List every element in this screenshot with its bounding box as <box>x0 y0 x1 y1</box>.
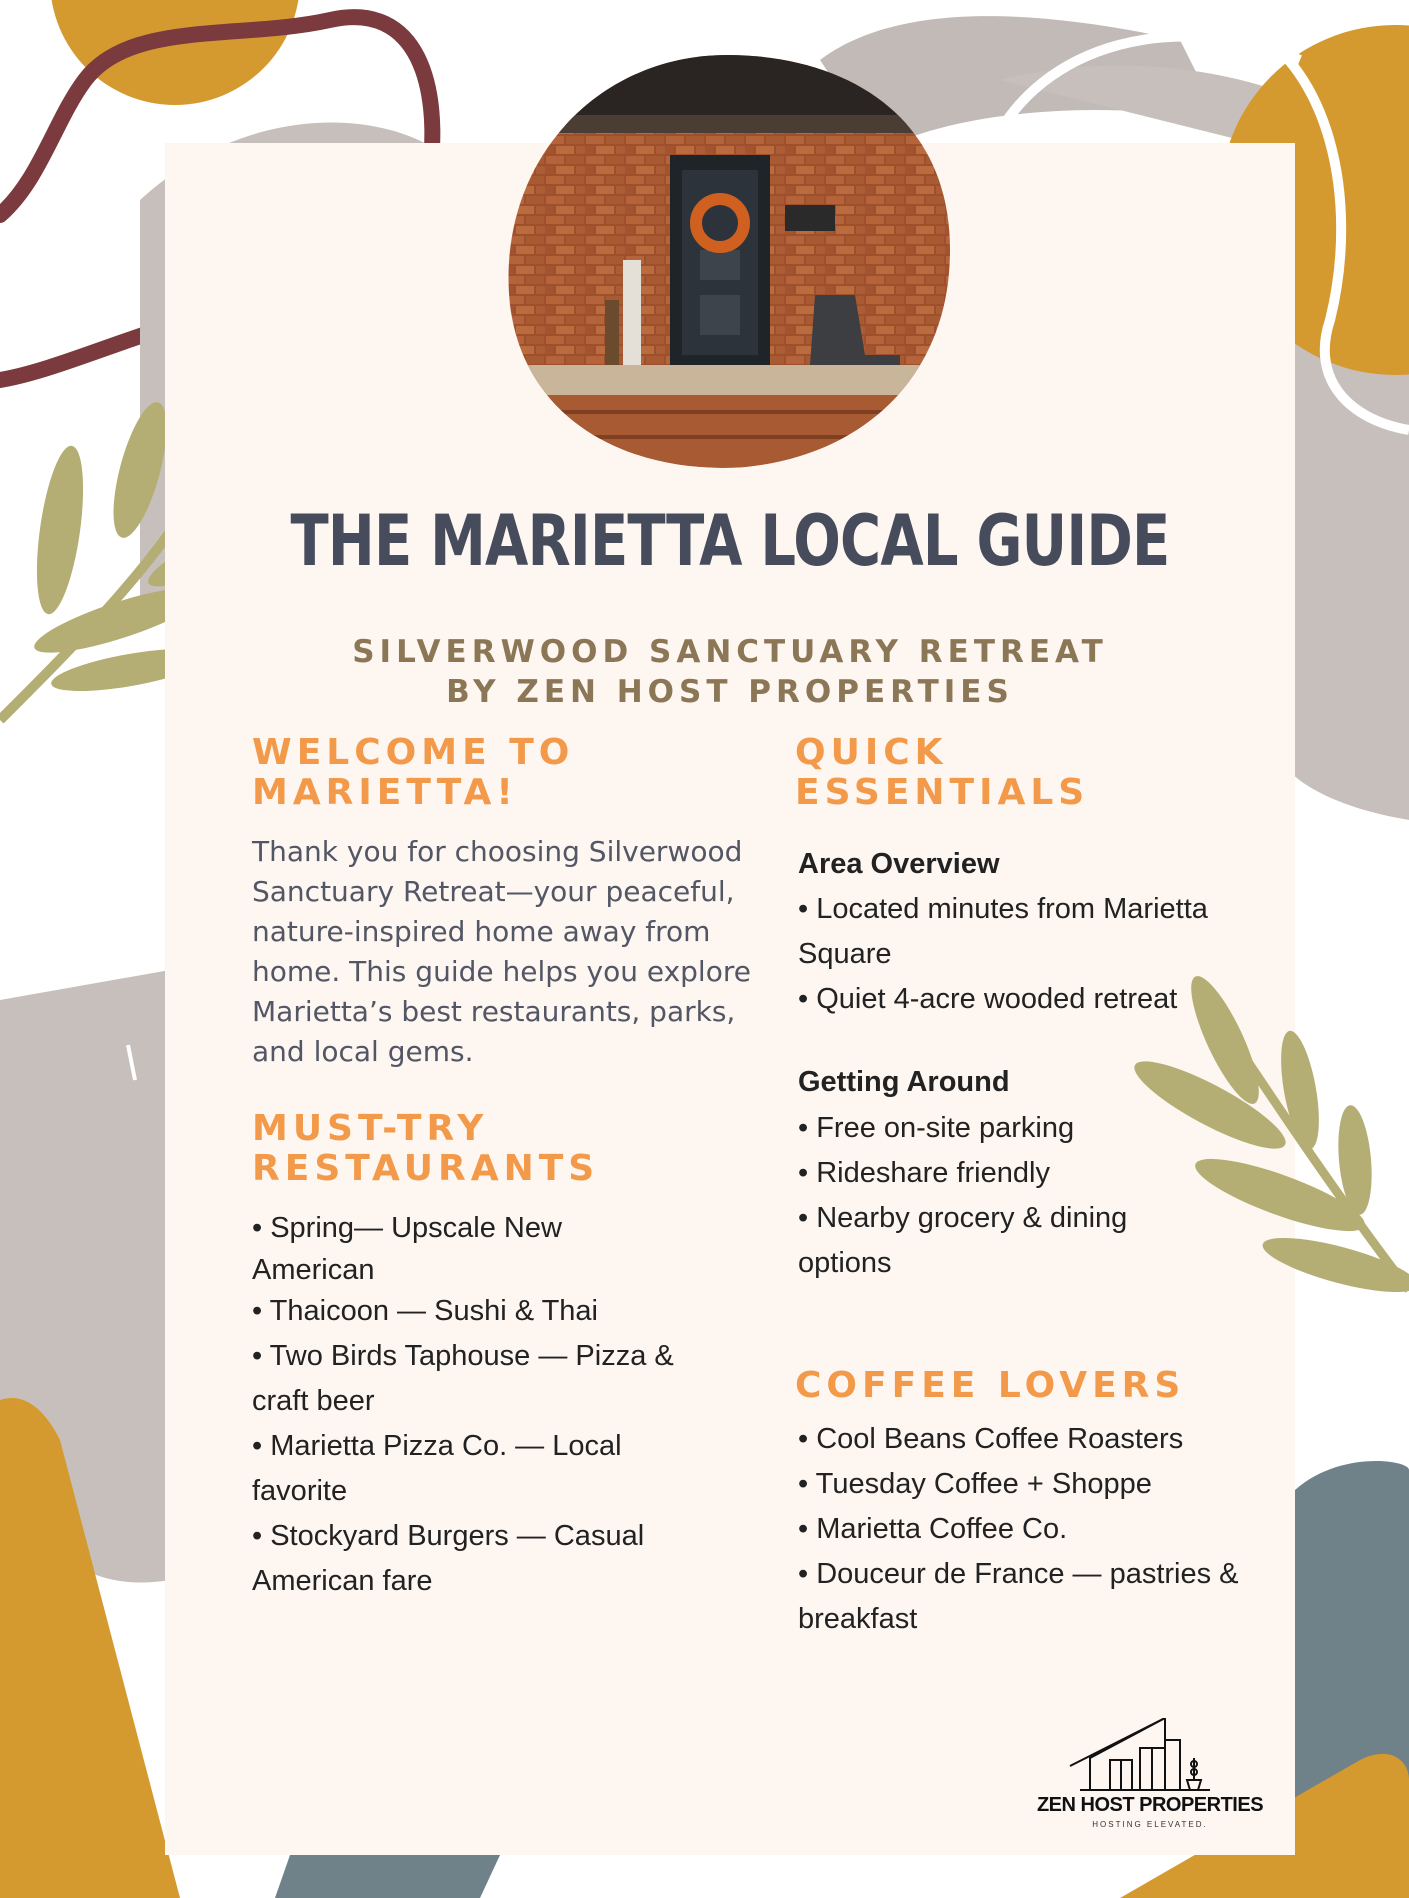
list-item: • Thaicoon — Sushi & Thai <box>252 1295 598 1327</box>
welcome-heading-line-2: MARIETTA! <box>252 772 518 813</box>
list-item: • Marietta Pizza Co. — Local <box>252 1430 622 1462</box>
essentials-heading-line-1: QUICK <box>795 732 948 773</box>
list-item: American fare <box>252 1565 433 1597</box>
coffee-list <box>798 1417 1239 1642</box>
area-overview-list <box>798 887 1208 1022</box>
essentials-heading-line-2: ESSENTIALS <box>795 772 1090 813</box>
subtitle-line-1: SILVERWOOD SANCTUARY RETREAT <box>352 634 1108 670</box>
slate-shape-bottom <box>275 1855 500 1898</box>
list-item: • Two Birds Taphouse — Pizza & <box>252 1340 674 1372</box>
restaurants-list <box>252 1206 674 1604</box>
list-item: favorite <box>252 1475 348 1507</box>
welcome-line: and local gems. <box>252 1035 474 1068</box>
list-item: • Quiet 4-acre wooded retreat <box>798 983 1178 1015</box>
list-item: • Douceur de France — pastries & <box>798 1558 1239 1590</box>
welcome-line: nature-inspired home away from <box>252 915 711 948</box>
list-item: American <box>252 1254 375 1286</box>
restaurants-heading-line-2: RESTAURANTS <box>252 1148 600 1189</box>
list-item: • Spring— Upscale New <box>252 1212 562 1244</box>
coffee-heading: COFFEE LOVERS <box>795 1365 1186 1406</box>
welcome-heading <box>252 733 574 813</box>
essentials-heading <box>795 733 1089 813</box>
house-logo-icon <box>1030 1718 1270 1794</box>
list-item: • Free on-site parking <box>798 1112 1075 1144</box>
list-item: • Cool Beans Coffee Roasters <box>798 1423 1184 1455</box>
list-item: • Marietta Coffee Co. <box>798 1513 1068 1545</box>
subtitle <box>165 632 1295 712</box>
getting-around-list <box>798 1106 1127 1286</box>
welcome-text <box>252 832 751 1072</box>
restaurants-heading <box>252 1109 599 1189</box>
list-item: • Rideshare friendly <box>798 1157 1050 1189</box>
welcome-heading-line-1: WELCOME TO <box>252 732 575 773</box>
welcome-line: home. This guide helps you explore <box>252 955 751 988</box>
list-item: Square <box>798 938 892 970</box>
area-overview-title: Area Overview <box>798 848 1000 880</box>
welcome-line: Thank you for choosing Silverwood <box>252 835 743 868</box>
list-item: options <box>798 1247 892 1279</box>
logo-tagline: HOSTING ELEVATED. <box>1092 1820 1208 1829</box>
list-item: • Nearby grocery & dining <box>798 1202 1128 1234</box>
restaurants-heading-line-1: MUST-TRY <box>252 1108 489 1149</box>
page-title: THE MARIETTA LOCAL GUIDE <box>290 500 1170 582</box>
porch-photo <box>505 55 950 472</box>
list-item: • Located minutes from Marietta <box>798 893 1208 925</box>
list-item: • Tuesday Coffee + Shoppe <box>798 1468 1152 1500</box>
list-item: breakfast <box>798 1603 918 1635</box>
getting-around-title: Getting Around <box>798 1066 1010 1098</box>
list-item: craft beer <box>252 1385 375 1417</box>
welcome-line: Sanctuary Retreat—your peaceful, <box>252 875 735 908</box>
logo-name: ZEN HOST PROPERTIES <box>1036 1794 1264 1816</box>
zen-host-logo <box>1030 1718 1270 1838</box>
welcome-line: Marietta’s best restaurants, parks, <box>252 995 736 1028</box>
subtitle-line-2: BY ZEN HOST PROPERTIES <box>446 674 1014 710</box>
list-item: • Stockyard Burgers — Casual <box>252 1520 645 1552</box>
